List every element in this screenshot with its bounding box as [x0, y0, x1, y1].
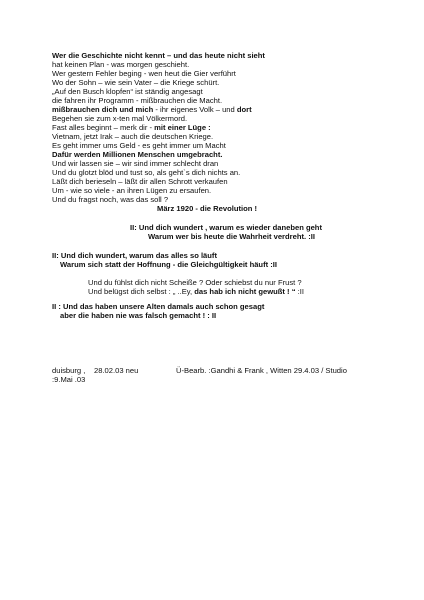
verse-line: die fahren ihr Programm - mißbrauchen die Macht.: [52, 96, 223, 105]
chorus-line: aber die haben nie was falsch gemacht ! : II: [60, 311, 217, 320]
verse-line: Wo der Sohn – wie sein Vater – die Kriege schürt.: [52, 78, 220, 87]
bold-phrase: dort: [236, 105, 252, 114]
verse-line: „Auf den Busch klopfen“ ist ständig angesagt: [52, 87, 203, 96]
chorus-line: II: Und dich wundert, warum das alles so läuft: [52, 251, 217, 260]
chorus-line: II: Und dich wundert , warum es wieder daneben geht: [130, 223, 322, 232]
verse-line: hat keinen Plan - was morgen geschieht.: [52, 60, 190, 69]
verse-line: Dafür werden Millionen Menschen umgebracht.: [52, 150, 223, 159]
footer-date: :9.Mai .03: [52, 375, 86, 384]
verse-line: Läßt dich berieseln – läßt dir allen Schrott verkaufen: [52, 177, 228, 186]
footer-date: 28.02.03 neu: [94, 366, 139, 375]
bold-phrase: mißbrauchen dich und mich: [52, 105, 154, 114]
verse-line: Begehen sie zum x-ten mal Völkermord.: [52, 114, 188, 123]
verse-line: Es geht immer ums Geld - es geht immer um Macht: [52, 141, 226, 150]
verse-line: Wer gestern Fehler beging - wen heut die Gier verführt: [52, 69, 236, 78]
regular-phrase: - ihr eigenes Volk – und: [153, 105, 237, 114]
verse-line: Und wir lassen sie – wir sind immer schlecht dran: [52, 159, 219, 168]
verse-line: Vietnam, jetzt Irak – auch die deutschen Kriege.: [52, 132, 214, 141]
revolution-line: März 1920 - die Revolution !: [157, 204, 258, 213]
regular-phrase: :II: [295, 287, 304, 296]
bridge-line: Und du fühlst dich nicht Scheiße ? Oder schiebst du nur Frust ?: [88, 278, 302, 287]
verse-line: Wer die Geschichte nicht kennt – und das heute nicht sieht: [52, 51, 265, 60]
chorus-line: II : Und das haben unsere Alten damals auch schon gesagt: [52, 302, 265, 311]
verse-line: Und du glotzt blöd und tust so, als geht`s dich nichts an.: [52, 168, 241, 177]
bridge-line: [88, 287, 304, 296]
bold-phrase: das hab ich nicht gewußt ! “: [194, 287, 296, 296]
regular-phrase: Und belügst dich selbst : „ ..Ey,: [88, 287, 195, 296]
regular-phrase: Fast alles beginnt – merk dir -: [52, 123, 155, 132]
footer-credit: Ü-Bearb. :Gandhi & Frank , Witten 29.4.03 / Studio: [176, 366, 347, 375]
verse-line: [52, 105, 252, 114]
chorus-line: Warum sich statt der Hoffnung - die Gleichgültigkeit häuft :II: [60, 260, 277, 269]
footer-place: duisburg ,: [52, 366, 86, 375]
verse-line: Um - wie so viele - an ihren Lügen zu ersaufen.: [52, 186, 212, 195]
verse-line: [52, 123, 211, 132]
chorus-line: Warum wer bis heute die Wahrheit verdreht. :II: [148, 232, 315, 241]
verse-line: Und du fragst noch, was das soll ?: [52, 195, 169, 204]
bold-phrase: mit einer Lüge :: [154, 123, 211, 132]
